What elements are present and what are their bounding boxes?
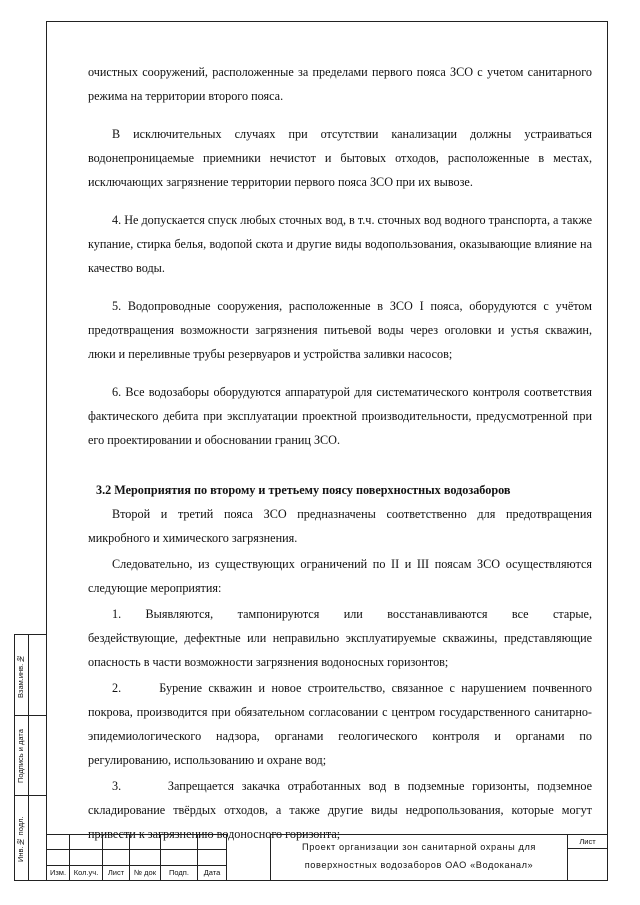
col-list: Лист xyxy=(103,865,130,880)
side-label-podp: Подпись и дата xyxy=(16,729,25,783)
col-izm: Изм. xyxy=(47,865,70,880)
paragraph: 1. Выявляются, тампонируются или восстанавливаются все старые, бездействующие, дефектные или неправильно эксплуатируемые скважины, представляющие опасность в части возможности загрязнения водоносных горизонтов; xyxy=(88,607,596,669)
document-body xyxy=(88,60,596,846)
paragraph: Второй и третий пояса ЗСО предназначены соответственно для предотвращения микробного и химического загрязнения. xyxy=(88,507,592,545)
paragraph: В исключительных случаях при отсутствии канализации должны устраиваться водонепроницаемые приемники нечистот и бытовых отходов, расположенные в местах, исключающих загрязнение территории первого пояса ЗСО при их вывозе. xyxy=(88,127,592,189)
col-kol-uch: Кол.уч. xyxy=(70,865,103,880)
side-label-inv: Инв.№ подл. xyxy=(16,816,25,862)
side-label-vzam: Взам.инв.№ xyxy=(16,654,25,698)
document-title xyxy=(270,834,568,881)
sheet-label: Лист xyxy=(568,835,607,849)
section-heading: 3.2 Мероприятия по второму и третьему поясу поверхностных водозаборов xyxy=(96,483,511,497)
paragraph: 2. Бурение скважин и новое строительство, связанное с нарушением почвенного покрова, производится при обязательном согласовании с центром государственного санитарно-эпидемиологического надзора, органами геологического контроля и органами по регулированию, использованию и охране вод; xyxy=(88,681,596,767)
paragraph: Следовательно, из существующих ограничений по II и III поясам ЗСО осуществляются следующие мероприятия: xyxy=(88,557,592,595)
paragraph: 5. Водопроводные сооружения, расположенные в ЗСО I пояса, оборудуются с учётом предотвращения возможности загрязнения питьевой воды через оголовки и устья скважин, люки и переливные трубы резервуаров и устройства заливки насосов; xyxy=(88,299,592,361)
col-podp: Подп. xyxy=(161,865,198,880)
col-doc: № док xyxy=(130,865,161,880)
side-stamp-strip xyxy=(14,634,46,881)
title-block xyxy=(46,834,608,881)
title-line-1: Проект организации зон санитарной охраны для xyxy=(302,842,536,852)
paragraph: 6. Все водозаборы оборудуются аппаратурой для систематического контроля соответствия фактического дебита при эксплуатации проектной производительности, предусмотренной при его проектировании и обосновании границ ЗСО. xyxy=(88,385,592,447)
paragraph: 4. Не допускается спуск любых сточных вод, в т.ч. сточных вод водного транспорта, а также купание, стирка белья, водопой скота и другие виды водопользования, оказывающие влияние на качество воды. xyxy=(88,213,592,275)
title-line-2: поверхностных водозаборов ОАО «Водоканал» xyxy=(304,860,534,870)
paragraph: 3. Запрещается закачка отработанных вод в подземные горизонты, подземное складирование твёрдых отходов, а также другие виды недропользования, которые могут привести к загрязнению водоносного горизонта; xyxy=(88,779,596,841)
sheet-number-cell xyxy=(568,834,608,881)
col-data: Дата xyxy=(198,865,227,880)
paragraph: очистных сооружений, расположенные за пределами первого пояса ЗСО с учетом санитарного режима на территории второго пояса. xyxy=(88,65,592,103)
